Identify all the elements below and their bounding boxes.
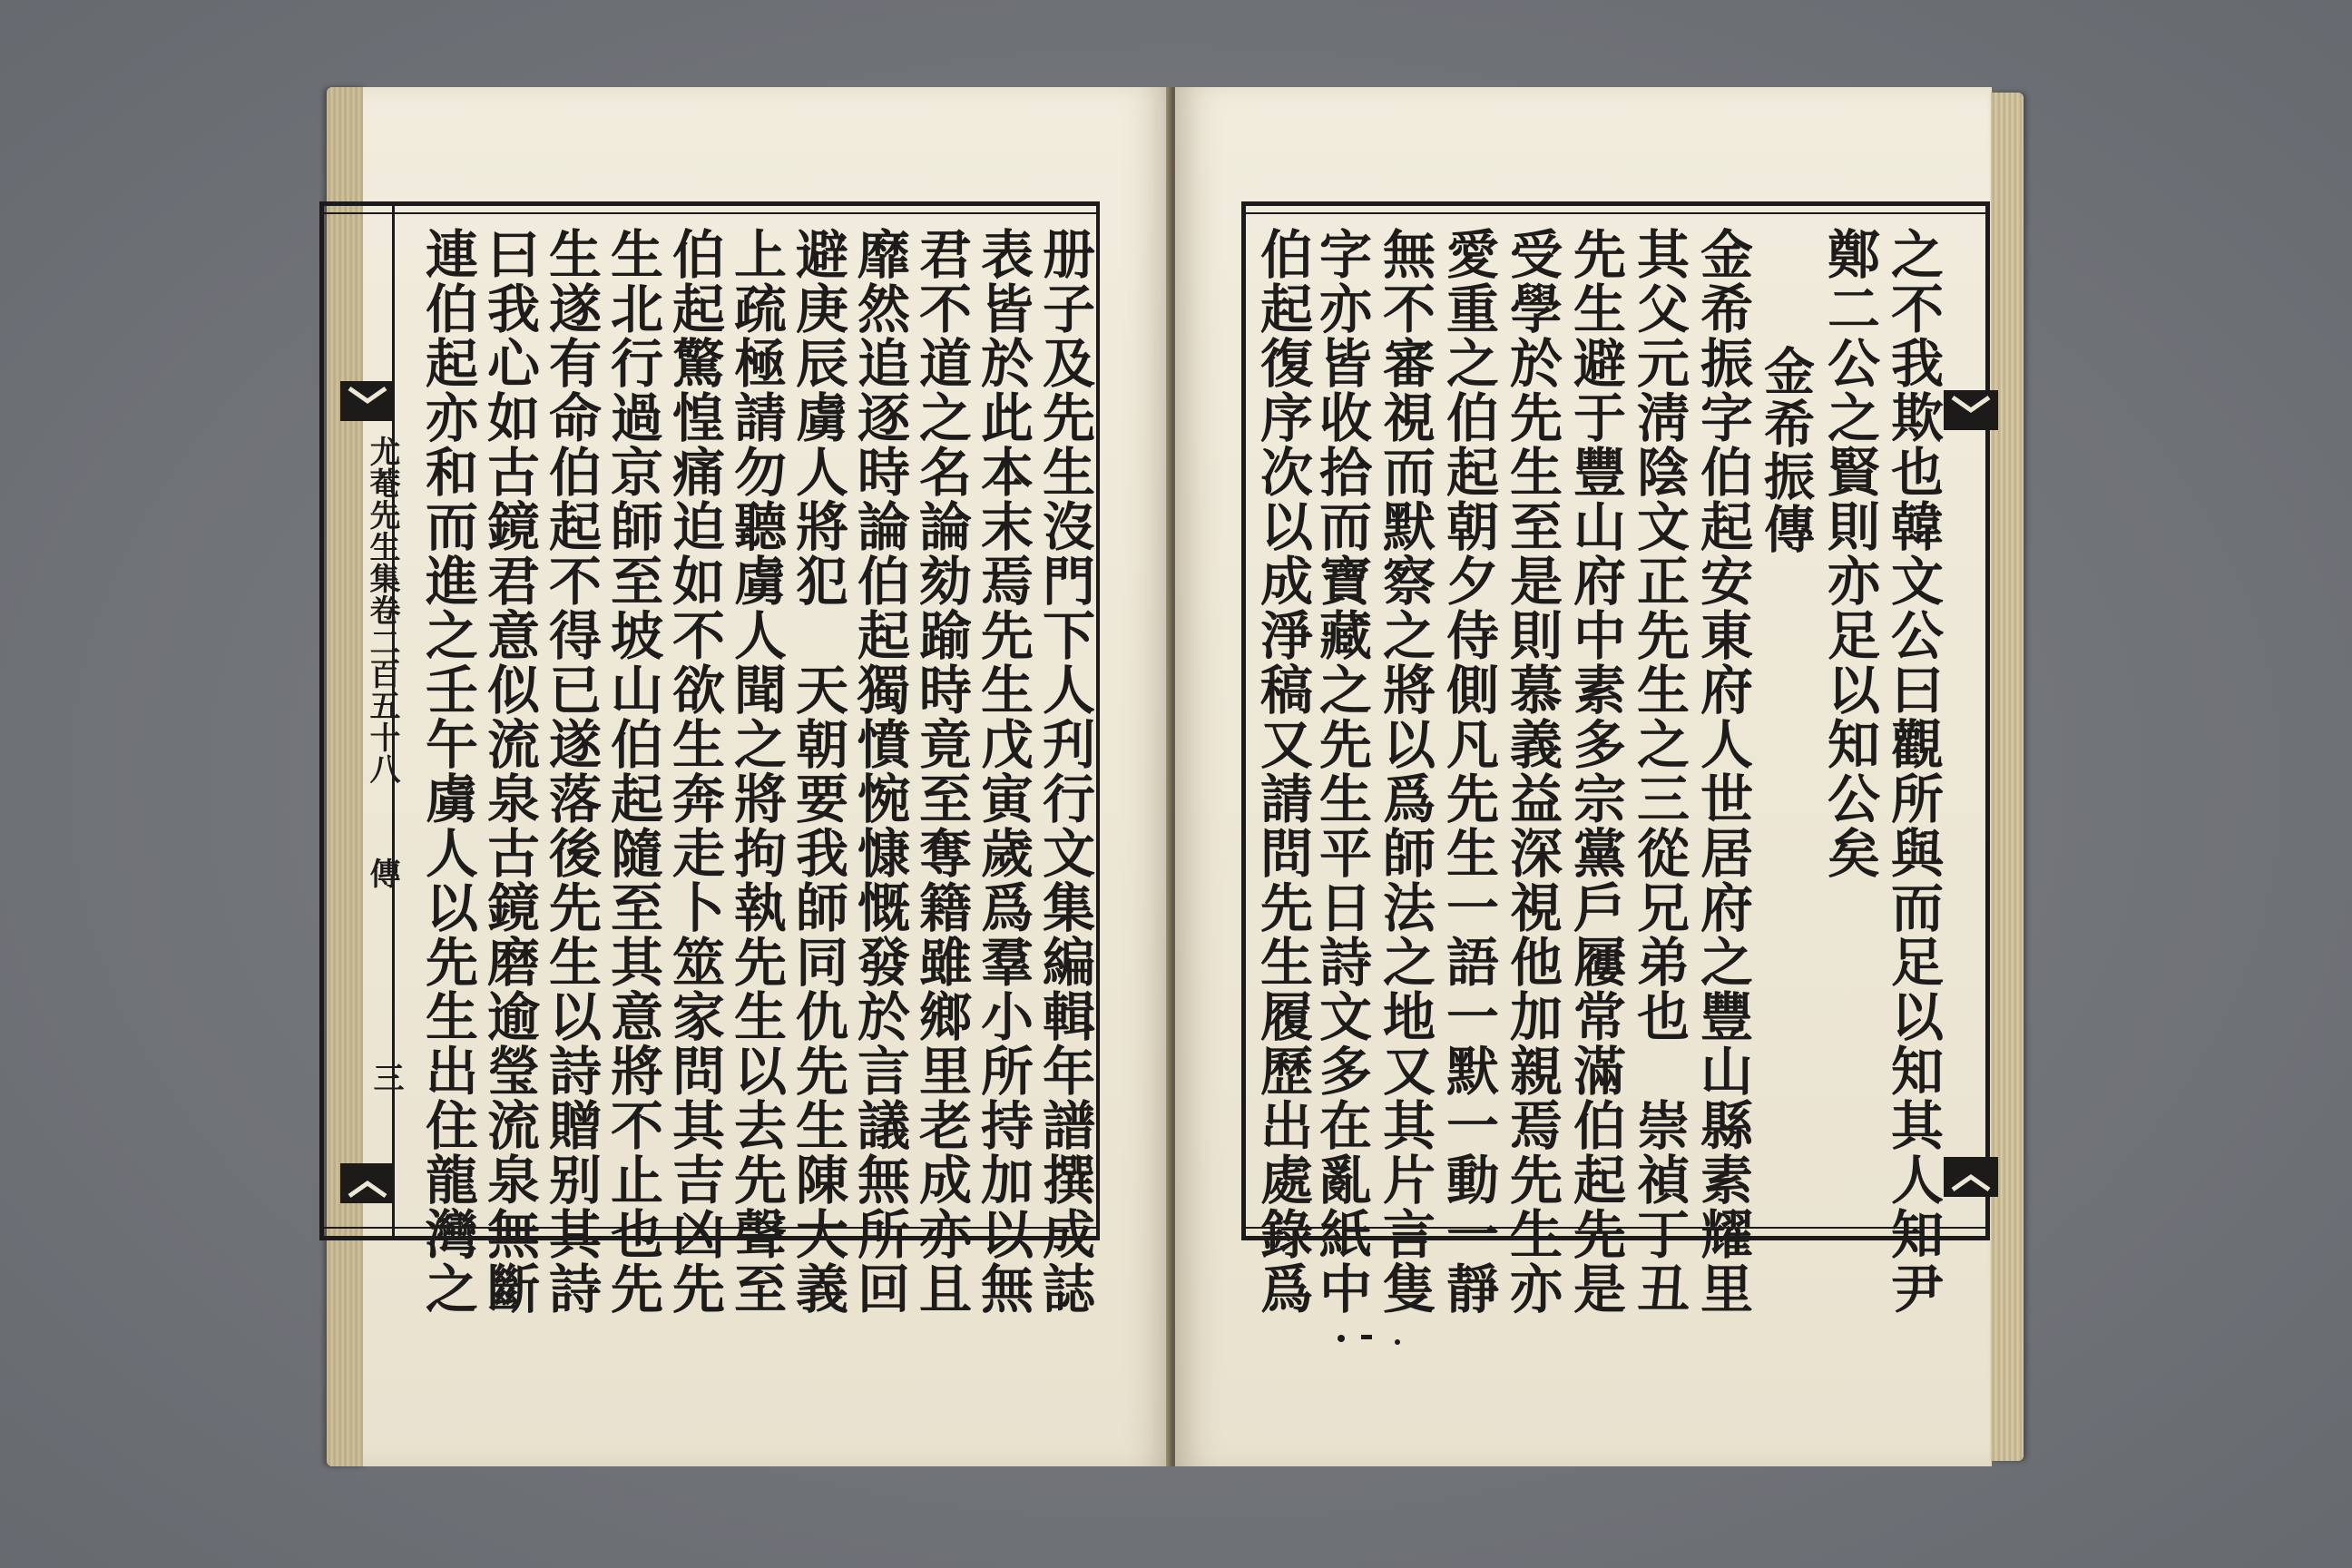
text-column: 避庚辰虜人將犯 天朝要我師同仇先生陳大義 (787, 227, 848, 1316)
right-page-edges (1991, 93, 2024, 1461)
right-top-inner-rule (1241, 212, 1990, 214)
text-column: 生遂有命伯起不得已遂落後先生以詩贈别其詩 (540, 227, 602, 1316)
text-column: 表皆於此本末焉先生戊寅歲爲羣小所持加以無 (972, 227, 1034, 1316)
fishtail-mark-icon (1944, 1157, 1998, 1197)
text-column: 先生避于豐山府中素多宗黨戶屨常滿伯起先是 (1564, 227, 1626, 1316)
left-top-inner-rule (319, 212, 1100, 214)
fishtail-mark-icon (340, 1163, 395, 1203)
margin-section-label: 傳 (364, 858, 400, 889)
margin-page-number: 三 (368, 1062, 404, 1093)
text-column: 之不我欺也韓文公曰觀所與而足以知其人知尹 (1882, 227, 1944, 1316)
text-column: 册子及先生沒門下人刋行文集編輯年譜撰成誌 (1034, 227, 1095, 1316)
text-column: 上疏極請勿聽虜人聞之將拘執先生以去先聲至 (725, 227, 787, 1316)
text-column: 靡然追逐時論伯起獨憤惋慷慨發於言議無所回 (848, 227, 910, 1316)
text-column: 愛重之伯起朝夕侍側凡先生一語一默一動一靜 (1437, 227, 1499, 1316)
biography-title: 金希振傳 (1756, 345, 1816, 555)
ink-speck-icon (1334, 1329, 1416, 1357)
text-column: 連伯起亦和而進之壬午虜人以先生出住龍灣之 (416, 227, 478, 1316)
text-column: 金希振字伯起安東府人世居府之豐山縣素耀里 (1691, 227, 1753, 1316)
fishtail-mark-icon (1944, 390, 1998, 430)
text-column: 鄭二公之賢則亦足以知公矣 (1818, 227, 1880, 880)
text-column: 君不道之名論劾踰時竟至奪籍雖鄉里老成亦且 (910, 227, 972, 1316)
text-column: 曰我心如古鏡君意似流泉古鏡磨逾瑩流泉無斷 (478, 227, 540, 1316)
text-column: 受學於先生至是則慕義益深視他加親焉先生亦 (1501, 227, 1563, 1316)
text-column: 伯起復序次以成淨稿又請問先生履歷出處錄爲 (1251, 227, 1313, 1316)
fishtail-mark-icon (340, 381, 395, 421)
margin-book-title: 尤菴先生集卷二百五十八 (364, 436, 400, 785)
text-column: 生北行過京師至坡山伯起隨至其意將不止也先 (602, 227, 663, 1316)
text-column: 字亦皆收拾而寶藏之先生平日詩文多在亂紙中 (1310, 227, 1372, 1316)
text-column: 無不審視而默察之將以爲師法之地又其片言隻 (1374, 227, 1436, 1316)
text-column: 其父元淸陰文正先生之三從兄弟也 崇禎丁丑 (1628, 227, 1690, 1316)
text-column: 伯起驚惶痛迫如不欲生奔走卜筮家問其吉凶先 (663, 227, 725, 1316)
